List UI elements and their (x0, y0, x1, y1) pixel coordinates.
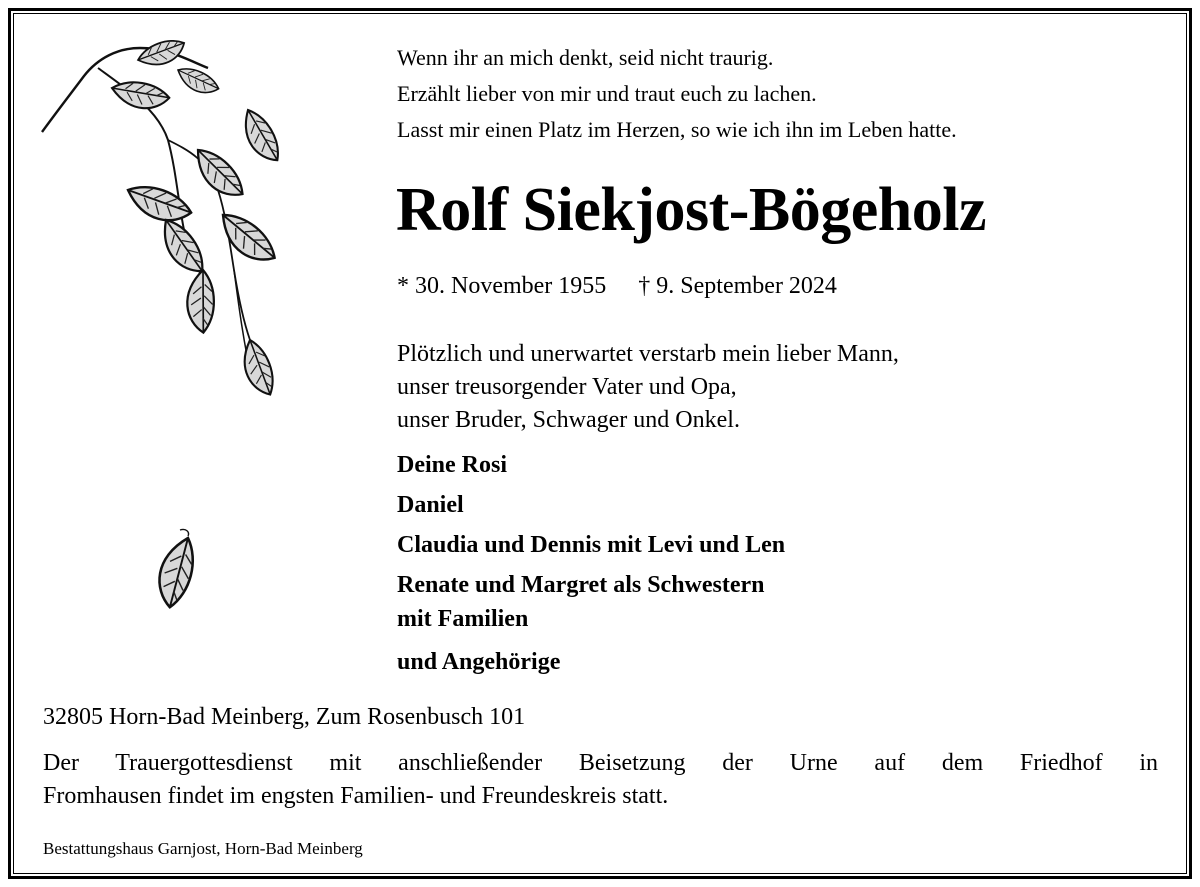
verse-line: Lasst mir einen Platz im Herzen, so wie ich ihn im Leben hatte. (397, 117, 957, 142)
message-line: unser treusorgender Vater und Opa, (397, 374, 737, 400)
mourner: Deine Rosi (397, 452, 507, 478)
verse-line: Wenn ihr an mich denkt, seid nicht traurig. (397, 45, 774, 70)
message-line: Plötzlich und unerwartet verstarb mein lieber Mann, (397, 341, 899, 367)
service-line: Fromhausen findet im engsten Familien- und Freundeskreis statt. (43, 783, 669, 809)
mourner: Daniel (397, 492, 464, 518)
service-line: Der Trauergottesdienst mit anschließender Beisetzung der Urne auf dem Friedhof in (43, 750, 1158, 776)
service-notice (43, 747, 1158, 813)
deceased-name: Rolf Siekjost-Bögeholz (396, 176, 987, 244)
mourner: Claudia und Dennis mit Levi und Len (397, 532, 786, 558)
mourner: Renate und Margret als Schwestern (397, 572, 765, 598)
undertaker: Bestattungshaus Garnjost, Horn-Bad Meinberg (43, 839, 363, 858)
announcement-text (397, 338, 899, 437)
birth-date: * 30. November 1955 (397, 273, 607, 299)
mourners-list (397, 450, 785, 677)
verse-line: Erzählt lieber von mir und traut euch zu lachen. (397, 81, 817, 106)
life-dates (397, 270, 837, 302)
message-line: unser Bruder, Schwager und Onkel. (397, 407, 740, 433)
death-date: † 9. September 2024 (638, 273, 837, 299)
verse (397, 40, 957, 148)
address: 32805 Horn-Bad Meinberg, Zum Rosenbusch 101 (43, 704, 526, 730)
mourner: und Angehörige (397, 649, 561, 675)
birch-branch-icon (38, 40, 298, 640)
mourner: mit Familien (397, 606, 529, 632)
